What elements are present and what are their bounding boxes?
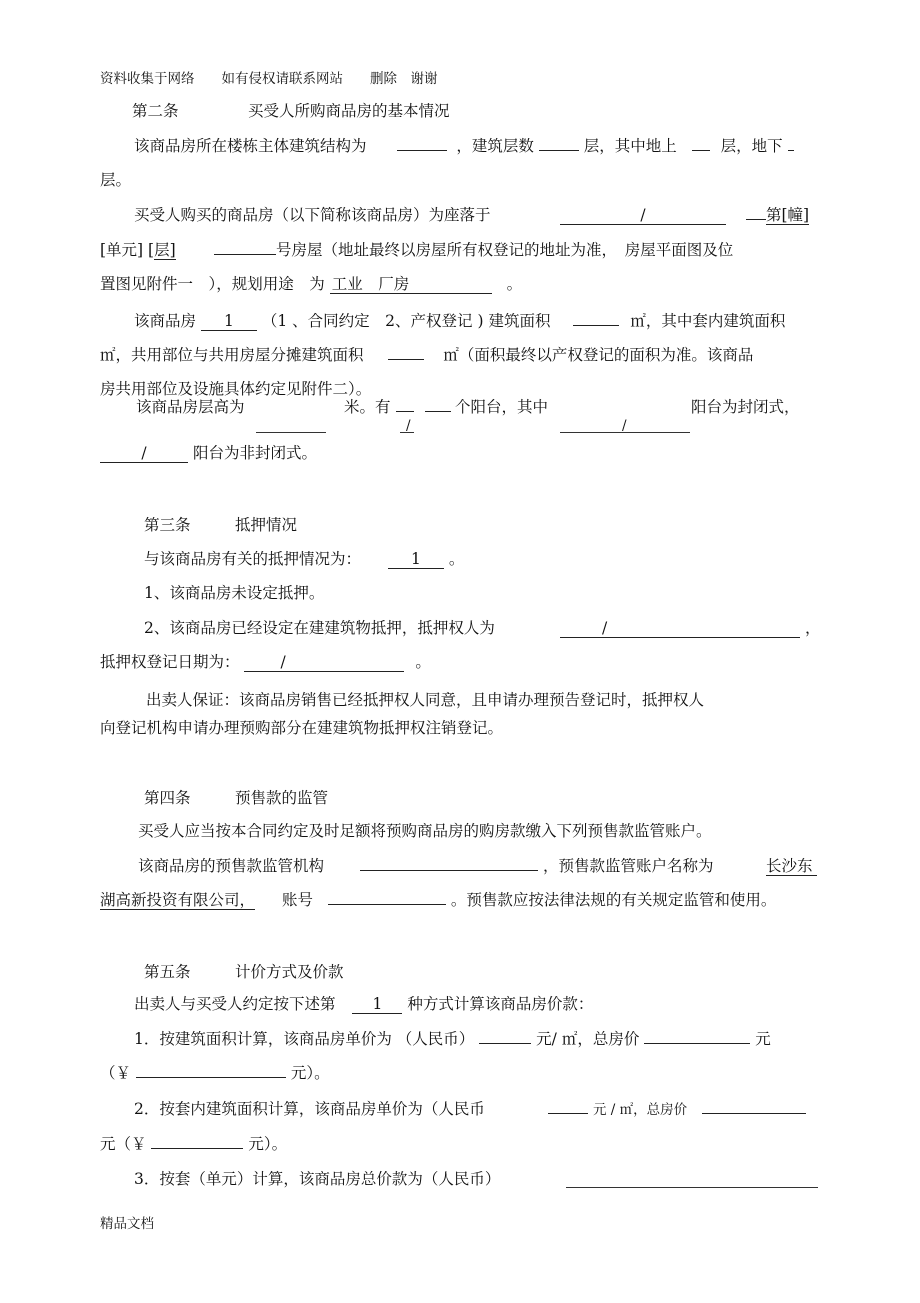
method-1-rmb-blank <box>136 1077 286 1078</box>
text-segment: 元）。 <box>290 1064 330 1082</box>
mortgagee-value: / <box>560 619 800 638</box>
method-3-total-blank <box>566 1187 818 1188</box>
height-line <box>136 397 245 417</box>
escrow-paragraph: 买受人应当按本合同约定及时足额将预购商品房的购房款缴入下列预售款监管账户。 <box>138 822 712 840</box>
method-2-line <box>134 1099 485 1119</box>
page-footer: 精品文档 <box>100 1216 154 1232</box>
art2-location-line <box>134 205 491 225</box>
open-balcony-value: / <box>100 444 188 463</box>
text-segment: 元 / ㎡，总房价 <box>592 1102 688 1118</box>
text-segment: 与该商品房有关的抵押情况为： <box>144 550 362 568</box>
mortgage-choice: 1 <box>388 550 444 569</box>
text-segment: 。 <box>415 653 431 671</box>
structure-blank <box>397 150 447 151</box>
method-2-total-blank <box>702 1113 806 1114</box>
height-underline <box>256 432 326 433</box>
mortgage-status-line <box>144 549 464 569</box>
mortgage-date-value: / <box>244 653 404 672</box>
floors-blank <box>539 150 579 151</box>
text-segment: 置图见附件一 ），规划用途 为 <box>100 275 325 293</box>
text-segment: 。 <box>506 275 523 293</box>
seller-guarantee-cont: 向登记机构申请办理预购部分在建建筑物抵押权注销登记。 <box>100 719 504 737</box>
article-3-number: 第三条 <box>144 516 191 534</box>
text-segment: 阳台为封闭式， <box>691 398 800 416</box>
text-segment: ㎡，其中套内建筑面积 <box>630 312 786 330</box>
above-ground-blank <box>692 150 710 151</box>
building-field <box>746 205 809 225</box>
text-segment: ㎡，共用部位与共用房屋分摊建筑面积 <box>100 346 364 364</box>
building-blank <box>746 219 766 220</box>
text-segment: 该商品房的预售款监管机构 <box>138 857 325 875</box>
shared-area-blank <box>388 359 424 360</box>
method-1-total-blank <box>644 1043 750 1044</box>
text-segment: 阳台为非封闭式。 <box>192 444 317 462</box>
method-1-line <box>134 1029 771 1049</box>
building-area-blank <box>573 325 619 326</box>
page-header: 资料收集于网络 如有侵权请联系网站 删除 谢谢 <box>100 71 438 87</box>
article-5-number: 第五条 <box>144 963 191 981</box>
text-segment: （1 、合同约定 2、产权登记 ) 建筑面积 <box>261 312 551 330</box>
article-4-number: 第四条 <box>144 789 191 807</box>
text-segment: 个阳台，其中 <box>455 398 549 416</box>
balcony-slash: / <box>406 418 411 434</box>
floor-label: 层] <box>154 241 176 259</box>
below-ground-blank <box>788 150 794 151</box>
text-segment: 该商品房所在楼栋主体建筑结构为 <box>134 137 367 155</box>
seller-guarantee: 出卖人保证：该商品房销售已经抵押权人同意，且申请办理预告登记时，抵押权人 <box>146 691 705 709</box>
text-segment: 1．按建筑面积计算，该商品房单价为 （人民币） <box>134 1030 475 1048</box>
escrow-agency-field <box>360 856 713 876</box>
mortgage-date-line <box>100 652 431 672</box>
account-name-part-1 <box>766 856 817 876</box>
planned-use-value: 工业 厂房 <box>330 275 492 294</box>
text-segment: 该商品房 <box>134 312 197 330</box>
text-segment: 种方式计算该商品房价款： <box>407 995 594 1013</box>
text-segment: 元）。 <box>248 1135 288 1153</box>
art2-structure-line <box>134 136 794 156</box>
open-balcony-line <box>100 443 317 463</box>
text-segment: 3．按套（单元）计算，该商品房总价款为（人民币） <box>134 1170 501 1188</box>
method-3-line <box>134 1169 500 1189</box>
text-segment: 买受人购买的商品房（以下简称该商品房）为座落于 <box>134 206 491 224</box>
mortgage-option-2 <box>144 618 495 638</box>
room-blank <box>214 254 276 255</box>
text-segment: 。 <box>448 550 465 568</box>
text-segment: 层，其中地上 <box>583 137 677 155</box>
article-2-title: 买受人所购商品房的基本情况 <box>248 102 450 120</box>
text-segment: ， <box>804 619 821 637</box>
pricing-method-choice: 1 <box>352 995 402 1014</box>
text-segment: 米。有 <box>344 398 391 416</box>
text-segment: 账号 <box>281 891 313 909</box>
text-line: 房共用部位及设施具体约定见附件二）。 <box>100 380 372 398</box>
text-segment: 抵押权登记日期为： <box>100 653 240 671</box>
shared-area-line <box>100 345 753 365</box>
article-3-title: 抵押情况 <box>235 516 298 534</box>
balcony-blank-1 <box>396 411 414 412</box>
building-label: 第[幢] <box>766 206 810 224</box>
text-segment: ，预售款监管账户名称为 <box>542 857 714 875</box>
text-segment: 元（￥ <box>100 1135 147 1153</box>
text-line: 层。 <box>100 171 132 189</box>
method-2-rmb-blank <box>151 1148 243 1149</box>
account-line <box>100 890 776 910</box>
text-segment: 2、该商品房已经设定在建建筑物抵押，抵押权人为 <box>144 619 495 637</box>
text-segment: 元/ ㎡，总房价 <box>536 1030 640 1048</box>
text-segment: 该商品房层高为 <box>136 398 245 416</box>
text-segment: [单元] [ <box>100 241 155 259</box>
room-line <box>214 240 733 260</box>
method-1-unit-price-blank <box>479 1043 531 1044</box>
unit-line <box>100 240 176 260</box>
method-1-rmb-line <box>100 1063 330 1083</box>
text-segment: 元 <box>755 1030 771 1048</box>
article-5-title: 计价方式及价款 <box>235 963 344 981</box>
area-line <box>134 311 785 331</box>
pricing-method-line <box>134 994 593 1014</box>
text-segment: ㎡（面积最终以产权登记的面积为准。该商品 <box>443 346 754 364</box>
account-name-value-1: 长沙东 <box>766 857 817 876</box>
article-4-title: 预售款的监管 <box>235 789 329 807</box>
method-2-unit-price-blank <box>548 1113 588 1114</box>
location-blank <box>560 205 726 225</box>
account-number-blank <box>328 904 446 905</box>
article-2-number: 第二条 <box>132 102 179 120</box>
account-name-value-2: 湖高新投资有限公司， <box>100 891 256 909</box>
location-value: / <box>560 206 726 225</box>
text-segment: 2．按套内建筑面积计算，该商品房单价为（人民币 <box>134 1100 485 1118</box>
closed-balcony-slash: / <box>622 418 627 434</box>
text-segment: （￥ <box>100 1064 132 1082</box>
text-segment: ，建筑层数 <box>456 137 534 155</box>
area-type-choice: 1 <box>201 312 257 331</box>
text-segment: 出卖人与买受人约定按下述第 <box>134 995 336 1013</box>
use-line <box>100 274 522 294</box>
escrow-agency-blank <box>360 870 538 871</box>
text-segment: 层，地下 <box>720 137 783 155</box>
mortgage-option-1: 1、该商品房未设定抵押。 <box>144 584 325 602</box>
mortgagee-field <box>560 618 820 638</box>
method-2-rmb-line <box>100 1134 287 1154</box>
method-2-price-field <box>548 1099 806 1120</box>
text-segment: 。预售款应按法律法规的有关规定监管和使用。 <box>450 891 777 909</box>
text-segment: 号房屋（地址最终以房屋所有权登记的地址为准， 房屋平面图及位 <box>276 241 734 259</box>
escrow-agency-line <box>138 856 324 876</box>
balcony-count <box>396 397 451 417</box>
balcony-blank-2 <box>425 411 451 412</box>
